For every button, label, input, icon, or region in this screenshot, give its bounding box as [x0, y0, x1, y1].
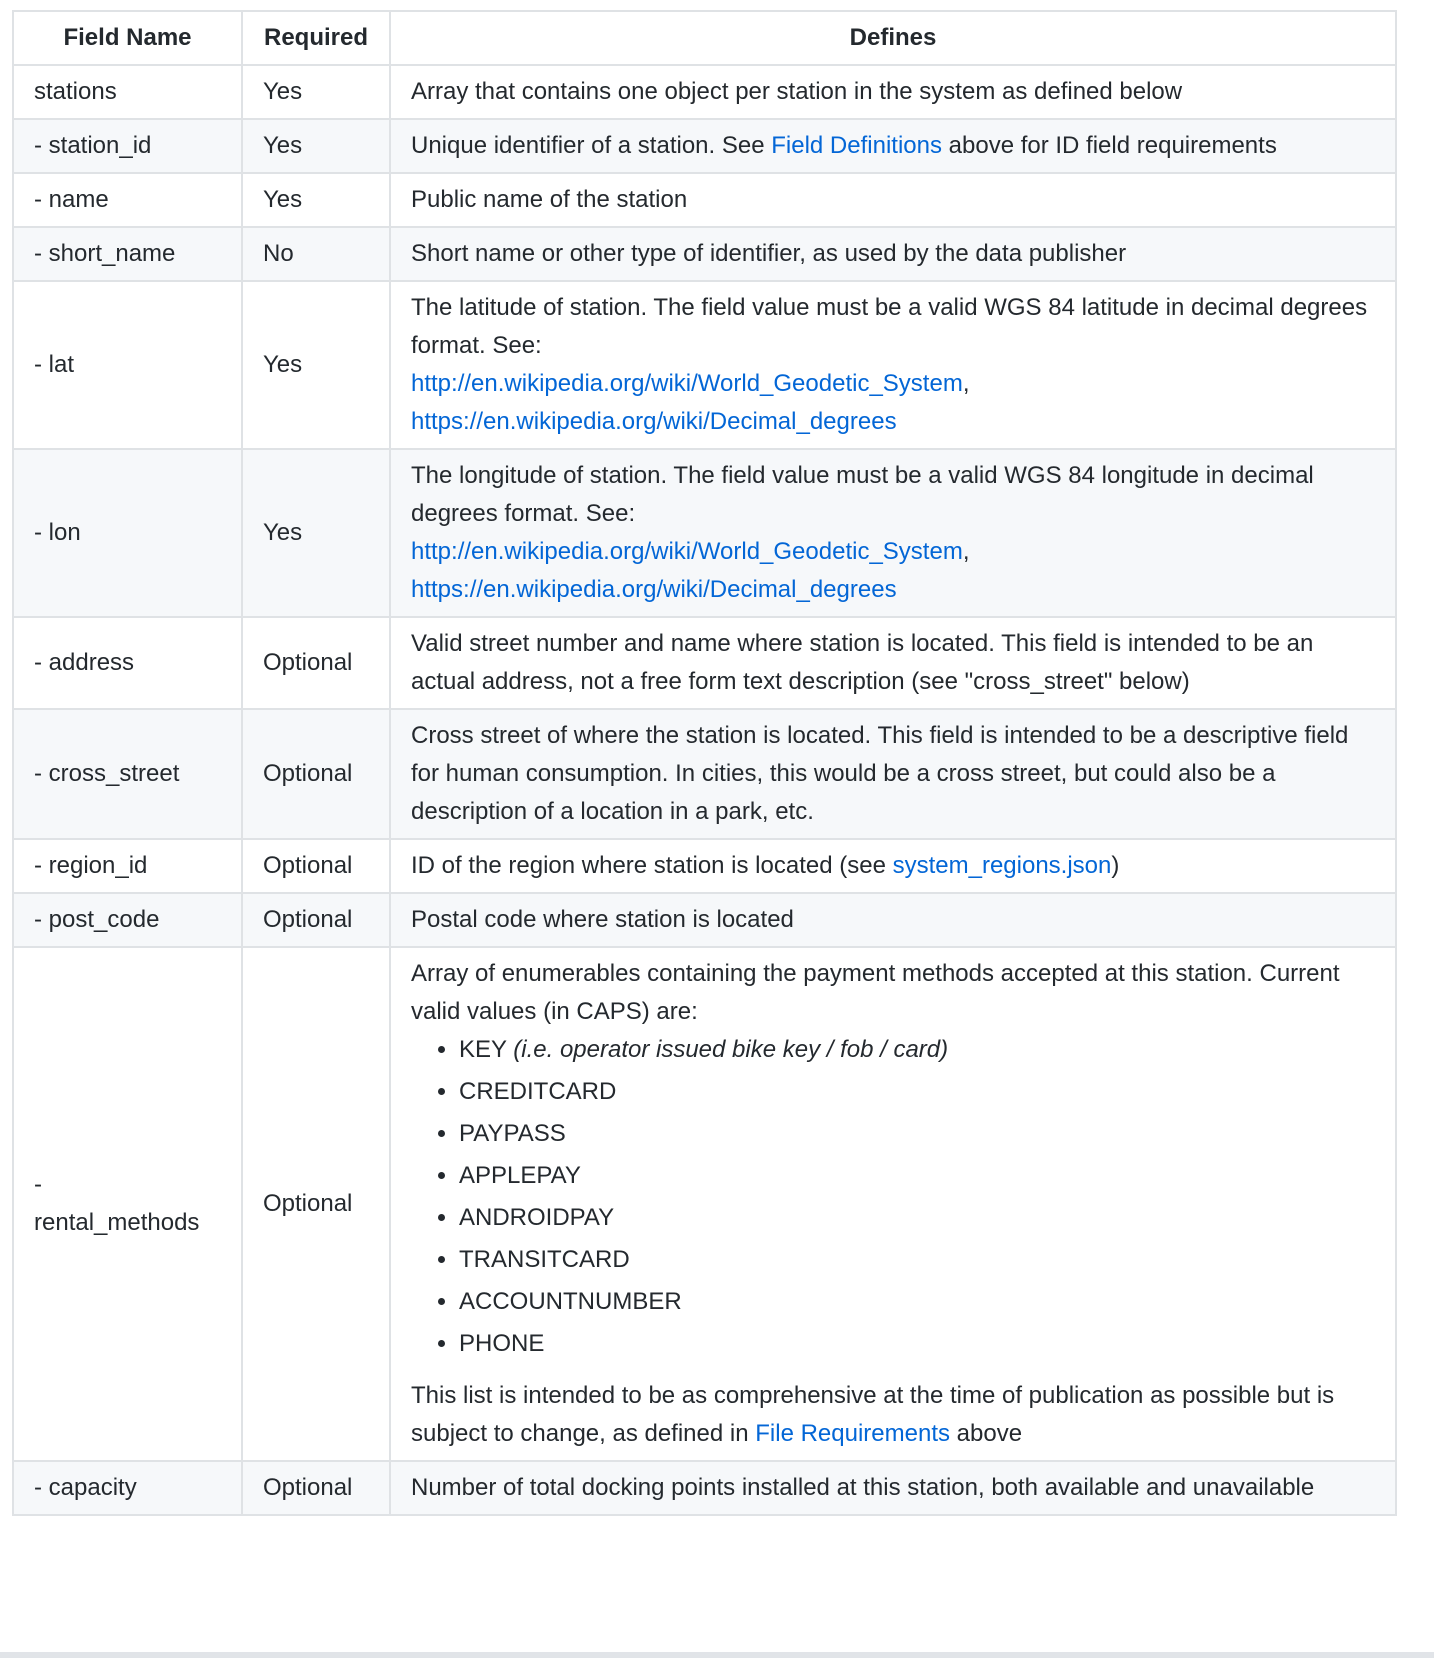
required-cell: Optional	[242, 839, 390, 893]
table-row	[13, 617, 1396, 709]
station-fields-table	[12, 10, 1397, 1516]
file-requirements-link[interactable]: File Requirements	[755, 1420, 950, 1447]
note-text: above	[950, 1420, 1023, 1447]
table-row	[13, 1461, 1396, 1515]
field-name-cell: - lat	[13, 281, 242, 449]
field-name-cell: - station_id	[13, 119, 242, 173]
field-name-cell: - lon	[13, 449, 242, 617]
value-note: (i.e. operator issued bike key / fob / card)	[513, 1036, 949, 1063]
defines-cell	[390, 119, 1396, 173]
value-label: KEY	[459, 1036, 507, 1063]
defines-text: The longitude of station. The field value must be a valid WGS 84 longitude in decimal degrees format. See:	[411, 462, 1314, 527]
required-cell: Yes	[242, 281, 390, 449]
required-cell: Optional	[242, 1461, 390, 1515]
system-regions-link[interactable]: system_regions.json	[892, 852, 1112, 879]
world-geodetic-system-link[interactable]: http://en.wikipedia.org/wiki/World_Geodetic_System	[411, 538, 963, 565]
defines-cell: Postal code where station is located	[390, 893, 1396, 947]
separator: ,	[962, 370, 970, 397]
decimal-degrees-link[interactable]: https://en.wikipedia.org/wiki/Decimal_degrees	[411, 408, 897, 435]
defines-text: Unique identifier of a station. See	[411, 132, 772, 159]
header-required: Required	[242, 11, 390, 65]
required-cell: Optional	[242, 893, 390, 947]
field-name-cell: - post_code	[13, 893, 242, 947]
list-item: • PHONE	[459, 1325, 1375, 1363]
header-field-name: Field Name	[13, 11, 242, 65]
defines-cell: Cross street of where the station is located. This field is intended to be a descriptive field for human consumption. In cities, this would be a cross street, but could also be a description of a location in a park, etc.	[390, 709, 1396, 839]
list-item: • ACCOUNTNUMBER	[459, 1283, 1375, 1321]
required-cell: No	[242, 227, 390, 281]
field-name-cell: - short_name	[13, 227, 242, 281]
list-item	[459, 1031, 1375, 1069]
defines-cell: Public name of the station	[390, 173, 1396, 227]
list-item: • TRANSITCARD	[459, 1241, 1375, 1279]
table-row	[13, 947, 1396, 1461]
list-item: • CREDITCARD	[459, 1073, 1375, 1111]
required-cell: Yes	[242, 173, 390, 227]
defines-cell: Short name or other type of identifier, as used by the data publisher	[390, 227, 1396, 281]
required-cell: Optional	[242, 617, 390, 709]
field-name-cell: - address	[13, 617, 242, 709]
table-row	[13, 709, 1396, 839]
required-cell: Optional	[242, 947, 390, 1461]
header-defines: Defines	[390, 11, 1396, 65]
table-row	[13, 227, 1396, 281]
field-name-cell: - capacity	[13, 1461, 242, 1515]
defines-cell	[390, 947, 1396, 1461]
field-name-cell: stations	[13, 65, 242, 119]
field-name-cell: - name	[13, 173, 242, 227]
defines-cell	[390, 281, 1396, 449]
table-header-row	[13, 11, 1396, 65]
rental-methods-list	[411, 1031, 1375, 1363]
world-geodetic-system-link[interactable]: http://en.wikipedia.org/wiki/World_Geodetic_System	[411, 370, 963, 397]
field-name-dash: -	[34, 1171, 42, 1198]
field-name-cell: - cross_street	[13, 709, 242, 839]
field-name-cell	[13, 947, 242, 1461]
defines-text: The latitude of station. The field value must be a valid WGS 84 latitude in decimal degrees format. See:	[411, 294, 1368, 359]
table-row	[13, 893, 1396, 947]
list-item: • APPLEPAY	[459, 1157, 1375, 1195]
rental-methods-note	[411, 1377, 1375, 1453]
defines-text: above for ID field requirements	[941, 132, 1277, 159]
bottom-divider	[0, 1652, 1434, 1658]
table-row	[13, 839, 1396, 893]
field-name-cell: - region_id	[13, 839, 242, 893]
table-row	[13, 281, 1396, 449]
defines-text: ID of the region where station is located (see	[411, 852, 893, 879]
defines-cell	[390, 839, 1396, 893]
defines-text: )	[1111, 852, 1120, 879]
separator: ,	[962, 538, 970, 565]
required-cell: Optional	[242, 709, 390, 839]
required-cell: Yes	[242, 65, 390, 119]
table-row	[13, 119, 1396, 173]
rental-methods-intro: Array of enumerables containing the payment methods accepted at this station. Current valid values (in CAPS) are:	[411, 960, 1340, 1025]
note-text: This list is intended to be as comprehensive at the time of publication as possible but is subject to change, as defined in	[411, 1382, 1335, 1447]
required-cell: Yes	[242, 119, 390, 173]
required-cell: Yes	[242, 449, 390, 617]
table-row	[13, 173, 1396, 227]
defines-cell: Number of total docking points installed at this station, both available and unavailable	[390, 1461, 1396, 1515]
defines-cell: Array that contains one object per station in the system as defined below	[390, 65, 1396, 119]
defines-cell	[390, 449, 1396, 617]
decimal-degrees-link[interactable]: https://en.wikipedia.org/wiki/Decimal_degrees	[411, 576, 897, 603]
defines-cell: Valid street number and name where station is located. This field is intended to be an actual address, not a free form text description (see "cross_street" below)	[390, 617, 1396, 709]
field-name-text: rental_methods	[34, 1209, 200, 1236]
field-definitions-link[interactable]: Field Definitions	[771, 132, 942, 159]
list-item: • ANDROIDPAY	[459, 1199, 1375, 1237]
table-row	[13, 449, 1396, 617]
list-item: • PAYPASS	[459, 1115, 1375, 1153]
table-row	[13, 65, 1396, 119]
